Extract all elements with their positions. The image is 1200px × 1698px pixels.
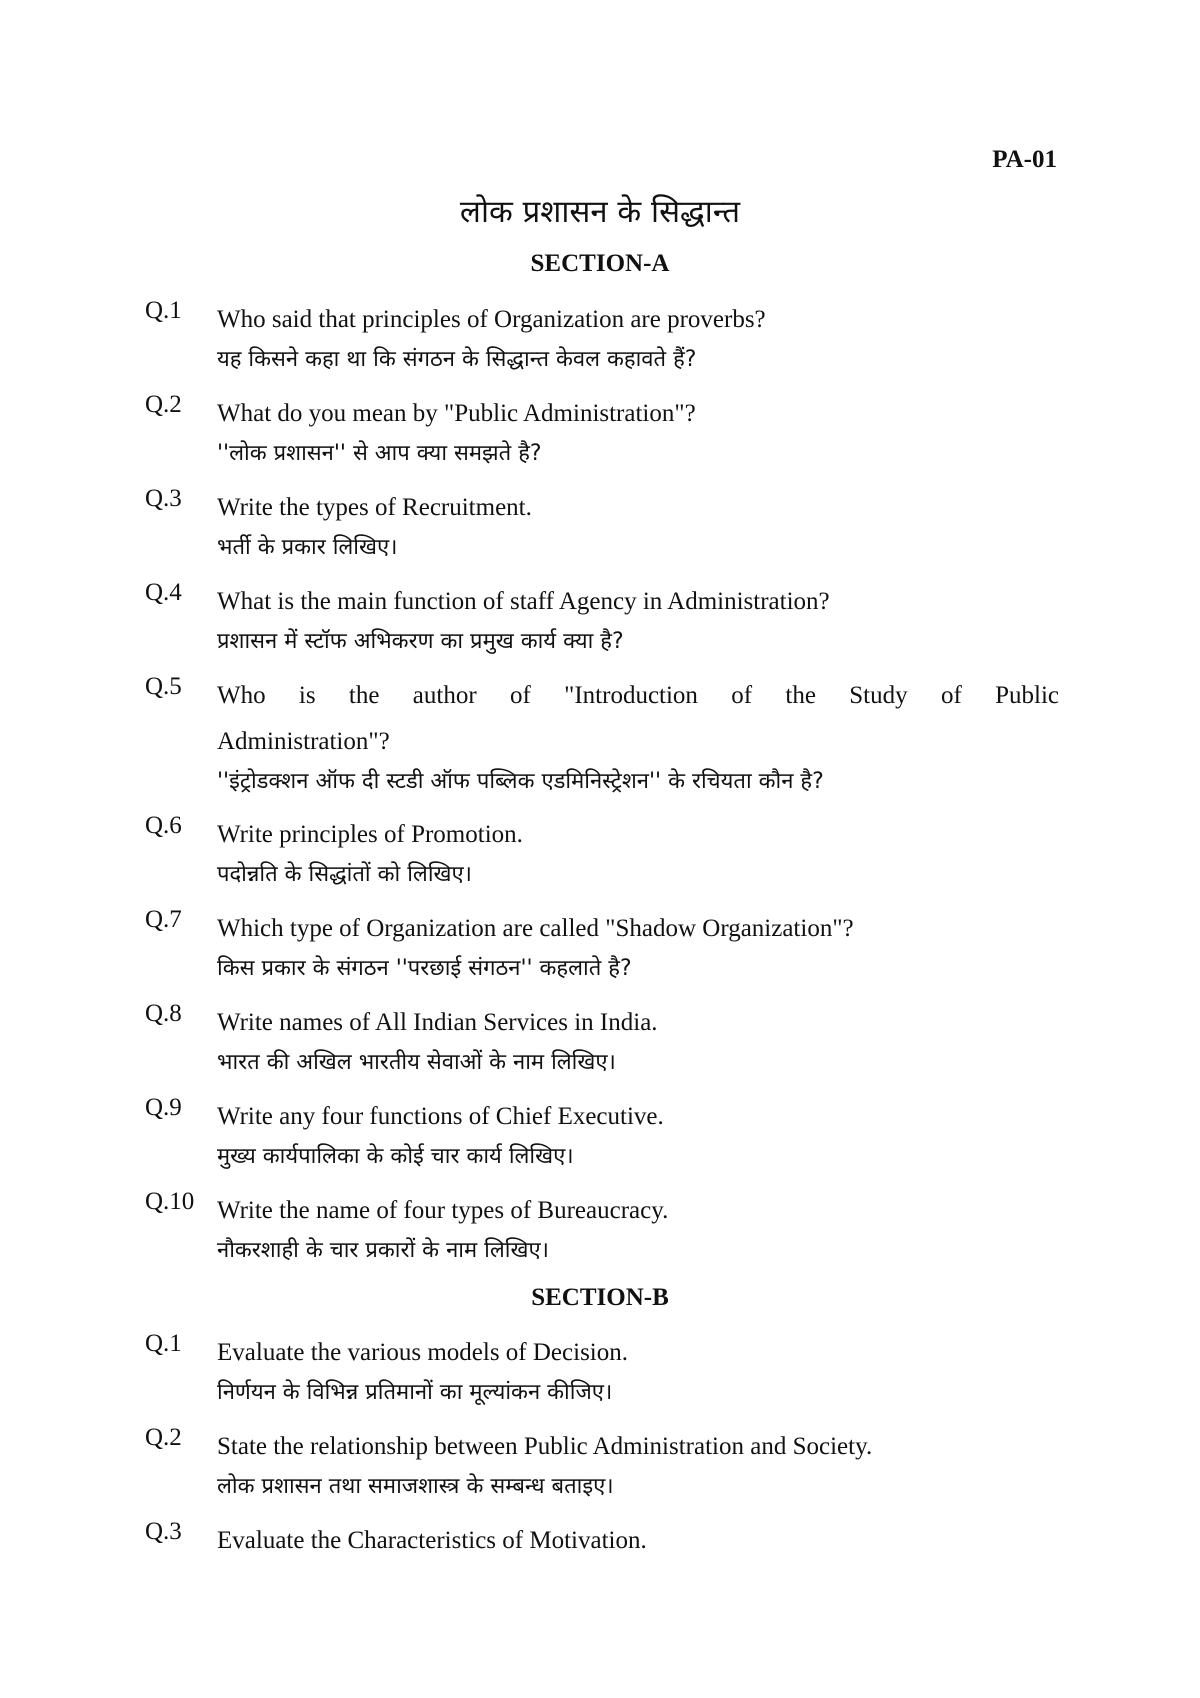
section-b-heading: SECTION-B: [531, 1284, 669, 1311]
question-number: Q.5: [145, 673, 182, 700]
question-number: Q.6: [145, 812, 182, 839]
question-number: Q.1: [145, 1330, 182, 1357]
question-number: Q.1: [145, 297, 182, 324]
question-english: What do you mean by "Public Administration"?: [217, 400, 696, 427]
question-number: Q.3: [145, 1518, 182, 1545]
question-hindi: मुख्य कार्यपालिका के कोई चार कार्य लिखिए।: [217, 1144, 574, 1169]
question-number: Q.10: [145, 1188, 195, 1215]
question-hindi: लोक प्रशासन तथा समाजशास्त्र के सम्बन्ध बताइए।: [217, 1474, 614, 1499]
question-hindi: ''लोक प्रशासन'' से आप क्या समझते है?: [217, 441, 542, 466]
question-number: Q.7: [145, 906, 182, 933]
question-english: Write names of All Indian Services in India.: [217, 1009, 658, 1036]
question-hindi: ''इंट्रोडक्शन ऑफ दी स्टडी ऑफ पब्लिक एडमिनिस्ट्रेशन'' के रचियता कौन है?: [217, 769, 824, 794]
question-number: Q.8: [145, 1000, 182, 1027]
question-number: Q.2: [145, 391, 182, 418]
question-english: What is the main function of staff Agency in Administration?: [217, 588, 830, 615]
question-english: Which type of Organization are called "Shadow Organization"?: [217, 915, 854, 942]
question-hindi: प्रशासन में स्टॉफ अभिकरण का प्रमुख कार्य क्या है?: [217, 629, 624, 654]
question-hindi: किस प्रकार के संगठन ''परछाई संगठन'' कहलाते है?: [217, 956, 632, 981]
question-hindi: भर्ती के प्रकार लिखिए।: [217, 535, 398, 560]
question-number: Q.3: [145, 485, 182, 512]
paper-code: PA-01: [992, 146, 1057, 173]
section-a-heading: SECTION-A: [530, 250, 670, 277]
question-english: State the relationship between Public Administration and Society.: [217, 1433, 873, 1460]
question-english: Evaluate the Characteristics of Motivation.: [217, 1527, 647, 1554]
question-english: Write any four functions of Chief Executive.: [217, 1103, 664, 1130]
paper-title: लोक प्रशासन के सिद्धान्त: [459, 194, 741, 230]
question-english: Who said that principles of Organization are proverbs?: [217, 306, 766, 333]
question-hindi: पदोन्नति के सिद्धांतों को लिखिए।: [217, 862, 473, 887]
question-english: Write the name of four types of Bureaucracy.: [217, 1197, 669, 1224]
question-hindi: नौकरशाही के चार प्रकारों के नाम लिखिए।: [217, 1238, 549, 1263]
question-english: Evaluate the various models of Decision.: [217, 1339, 628, 1366]
question-hindi: यह किसने कहा था कि संगठन के सिद्धान्त केवल कहावते हैं?: [217, 347, 697, 372]
question-hindi: भारत की अखिल भारतीय सेवाओं के नाम लिखिए।: [217, 1050, 616, 1075]
question-number: Q.9: [145, 1094, 182, 1121]
question-english: Who is the author of "Introduction of the Study of Public: [217, 682, 1059, 709]
question-hindi: निर्णयन के विभिन्न प्रतिमानों का मूल्यांकन कीजिए।: [217, 1380, 613, 1405]
question-number: Q.2: [145, 1424, 182, 1451]
question-english: Write the types of Recruitment.: [217, 494, 532, 521]
question-english-continued: Administration"?: [217, 728, 390, 755]
question-number: Q.4: [145, 579, 182, 606]
question-english: Write principles of Promotion.: [217, 821, 523, 848]
